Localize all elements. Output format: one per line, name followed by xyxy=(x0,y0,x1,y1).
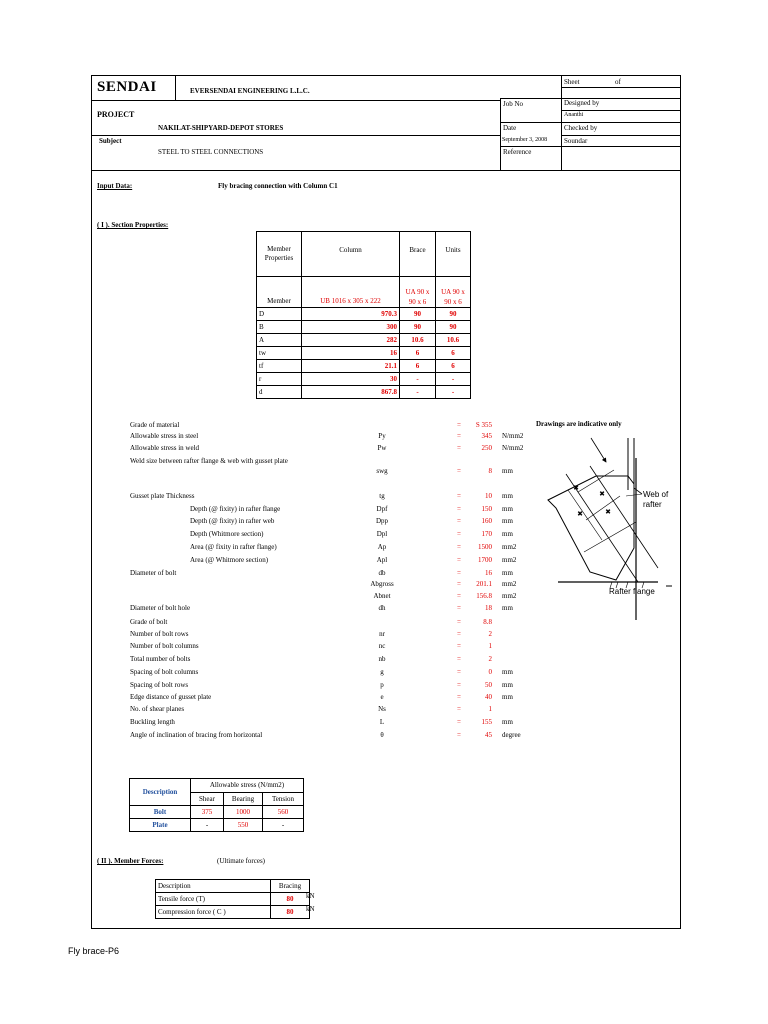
of-label: of xyxy=(615,78,621,86)
column-header: Column xyxy=(302,232,400,277)
param-label: Allowable stress in steel xyxy=(130,432,199,440)
member-forces-heading: ( II ). Member Forces: xyxy=(97,857,164,865)
equals-sign: = xyxy=(457,444,461,452)
param-symbol: Abnet xyxy=(373,592,391,600)
param-label: Weld size between rafter flange & web with gusset plate xyxy=(130,457,288,465)
gusset-drawing xyxy=(538,430,678,620)
equals-sign: = xyxy=(457,718,461,726)
param-symbol: Apl xyxy=(376,556,388,564)
param-unit: mm2 xyxy=(502,556,517,564)
param-label: Total number of bolts xyxy=(130,655,191,663)
designed-by-value: Ananthi xyxy=(564,112,584,118)
prop-units: 90 xyxy=(436,308,471,321)
param-value: 45 xyxy=(485,731,492,739)
prop-name: d xyxy=(257,386,302,399)
prop-units: 10.6 xyxy=(436,334,471,347)
company-logo: SENDAI xyxy=(97,79,157,95)
svg-text:✖: ✖ xyxy=(605,508,611,516)
force-name: Compression force ( C ) xyxy=(156,906,271,919)
param-value: 1 xyxy=(488,642,492,650)
param-symbol: db xyxy=(378,569,386,577)
param-label: Grade of bolt xyxy=(130,618,168,626)
param-unit: mm xyxy=(502,604,513,612)
param-symbol: Dpp xyxy=(375,517,389,525)
force-value: 80 xyxy=(271,893,310,906)
param-unit: mm2 xyxy=(502,580,517,588)
param-symbol: nr xyxy=(379,630,385,638)
param-unit: mm xyxy=(502,530,513,538)
prop-row xyxy=(257,308,471,321)
param-value: 201.1 xyxy=(476,580,492,588)
param-label: Spacing of bolt rows xyxy=(130,681,189,689)
allowable-stress-table xyxy=(129,778,304,832)
force-unit: kN xyxy=(306,905,315,913)
brace-header: Brace xyxy=(400,232,436,277)
prop-row xyxy=(257,386,471,399)
member-forces-table xyxy=(155,879,310,919)
prop-name: B xyxy=(257,321,302,334)
prop-row xyxy=(257,373,471,386)
stress-group-header: Allowable stress (N/mm2) xyxy=(191,779,304,793)
param-symbol: e xyxy=(380,693,384,701)
param-symbol: p xyxy=(380,681,384,689)
prop-brace: 6 xyxy=(400,347,436,360)
prop-col: 21.1 xyxy=(302,360,400,373)
param-value: 1500 xyxy=(478,543,492,551)
member-label: Member xyxy=(257,277,302,308)
param-symbol: swg xyxy=(376,467,388,475)
param-label: Gusset plate Thickness xyxy=(130,492,195,500)
param-symbol: tg xyxy=(379,492,385,500)
param-symbol: dh xyxy=(378,604,386,612)
param-symbol: Pw xyxy=(377,444,387,452)
param-unit: mm xyxy=(502,718,513,726)
equals-sign: = xyxy=(457,630,461,638)
equals-sign: = xyxy=(457,592,461,600)
param-symbol: Dpl xyxy=(376,530,388,538)
param-value: 345 xyxy=(481,432,492,440)
prop-name: r xyxy=(257,373,302,386)
ultimate-forces-note: (Ultimate forces) xyxy=(217,857,266,865)
equals-sign: = xyxy=(457,580,461,588)
units-header: Units xyxy=(436,232,471,277)
designed-by-label: Designed by xyxy=(564,99,600,107)
prop-units: 90 xyxy=(436,321,471,334)
plate-bearing: 550 xyxy=(224,819,263,832)
param-value: 1700 xyxy=(478,556,492,564)
prop-col: 867.8 xyxy=(302,386,400,399)
param-value: 16 xyxy=(485,569,492,577)
equals-sign: = xyxy=(457,556,461,564)
param-label: Depth (@ fixity) in rafter web xyxy=(190,517,275,525)
prop-name: tw xyxy=(257,347,302,360)
tension-header: Tension xyxy=(263,792,304,806)
project-value: NAKILAT-SHIPYARD-DEPOT STORES xyxy=(158,124,284,132)
param-label: Depth (Whitmore section) xyxy=(190,530,264,538)
param-unit: mm xyxy=(502,467,513,475)
input-data-title: Fly bracing connection with Column C1 xyxy=(218,182,338,190)
prop-name: tf xyxy=(257,360,302,373)
company-name: EVERSENDAI ENGINEERING L.L.C. xyxy=(190,87,310,95)
param-value: 150 xyxy=(481,505,492,513)
plate-label: Plate xyxy=(130,819,191,832)
subject-value: STEEL TO STEEL CONNECTIONS xyxy=(158,148,264,156)
param-unit: degree xyxy=(502,731,521,739)
param-value: S 355 xyxy=(475,421,492,429)
param-label: Spacing of bolt columns xyxy=(130,668,199,676)
param-value: 160 xyxy=(481,517,492,525)
param-label: Area (@ fixity in rafter flange) xyxy=(190,543,277,551)
param-label: Area (@ Whitmore section) xyxy=(190,556,269,564)
param-label: Edge distance of gusset plate xyxy=(130,693,212,701)
equals-sign: = xyxy=(457,421,461,429)
param-symbol: nb xyxy=(378,655,386,663)
param-value: 2 xyxy=(488,630,492,638)
param-symbol: g xyxy=(380,668,384,676)
param-symbol: Ap xyxy=(377,543,387,551)
equals-sign: = xyxy=(457,681,461,689)
param-symbol: Abgross xyxy=(370,580,394,588)
bolt-shear: 375 xyxy=(191,806,224,819)
bearing-header: Bearing xyxy=(224,792,263,806)
param-symbol: Dpf xyxy=(376,505,388,513)
equals-sign: = xyxy=(457,543,461,551)
param-value: 170 xyxy=(481,530,492,538)
param-label: Diameter of bolt xyxy=(130,569,177,577)
param-value: 0 xyxy=(488,668,492,676)
param-unit: mm xyxy=(502,569,513,577)
equals-sign: = xyxy=(457,517,461,525)
force-unit: kN xyxy=(306,892,315,900)
force-row xyxy=(156,893,310,906)
prop-row xyxy=(257,321,471,334)
member-column: UB 1016 x 305 x 222 xyxy=(302,277,400,308)
param-value: 18 xyxy=(485,604,492,612)
prop-col: 30 xyxy=(302,373,400,386)
section-properties-table xyxy=(256,231,471,399)
rafter-flange-label: Rafter flange xyxy=(609,587,655,596)
param-unit: N/mm2 xyxy=(502,432,524,440)
param-unit: mm xyxy=(502,492,513,500)
param-value: 40 xyxy=(485,693,492,701)
prop-brace: - xyxy=(400,386,436,399)
param-value: 156.8 xyxy=(476,592,492,600)
prop-brace: 10.6 xyxy=(400,334,436,347)
prop-col: 282 xyxy=(302,334,400,347)
equals-sign: = xyxy=(457,731,461,739)
prop-brace: - xyxy=(400,373,436,386)
bolt-bearing: 1000 xyxy=(224,806,263,819)
prop-brace: 90 xyxy=(400,308,436,321)
param-label: Depth (@ fixity) in rafter flange xyxy=(190,505,281,513)
prop-row xyxy=(257,347,471,360)
param-label: Angle of inclination of bracing from horizontal xyxy=(130,731,263,739)
date-value: September 3, 2008 xyxy=(502,137,548,143)
param-value: 10 xyxy=(485,492,492,500)
param-value: 1 xyxy=(488,705,492,713)
equals-sign: = xyxy=(457,693,461,701)
prop-units: 6 xyxy=(436,347,471,360)
shear-header: Shear xyxy=(191,792,224,806)
prop-row xyxy=(257,360,471,373)
equals-sign: = xyxy=(457,604,461,612)
param-label: Buckling length xyxy=(130,718,175,726)
equals-sign: = xyxy=(457,530,461,538)
svg-text:✖: ✖ xyxy=(577,510,583,518)
equals-sign: = xyxy=(457,668,461,676)
param-label: Number of bolt columns xyxy=(130,642,199,650)
stress-desc-header: Description xyxy=(130,779,191,806)
web-of-rafter-label: Web of rafter xyxy=(643,490,669,509)
param-label: Grade of material xyxy=(130,421,180,429)
param-symbol: Ns xyxy=(378,705,386,713)
equals-sign: = xyxy=(457,618,461,626)
param-unit: mm xyxy=(502,681,513,689)
bolt-label: Bolt xyxy=(130,806,191,819)
param-symbol: L xyxy=(379,718,385,726)
equals-sign: = xyxy=(457,505,461,513)
param-unit: N/mm2 xyxy=(502,444,524,452)
param-symbol: θ xyxy=(380,731,384,739)
param-unit: mm xyxy=(502,668,513,676)
reference-label: Reference xyxy=(503,148,532,156)
prop-name: A xyxy=(257,334,302,347)
stress-row xyxy=(130,806,304,819)
equals-sign: = xyxy=(457,492,461,500)
param-label: Number of bolt rows xyxy=(130,630,189,638)
param-value: 2 xyxy=(488,655,492,663)
equals-sign: = xyxy=(457,569,461,577)
param-label: Diameter of bolt hole xyxy=(130,604,191,612)
param-value: 8.8 xyxy=(483,618,492,626)
equals-sign: = xyxy=(457,642,461,650)
prop-col: 970.3 xyxy=(302,308,400,321)
prop-col: 16 xyxy=(302,347,400,360)
force-value: 80 xyxy=(271,906,310,919)
param-value: 155 xyxy=(481,718,492,726)
equals-sign: = xyxy=(457,467,461,475)
param-unit: mm2 xyxy=(502,592,517,600)
plate-shear: - xyxy=(191,819,224,832)
prop-units: 6 xyxy=(436,360,471,373)
param-symbol: Py xyxy=(378,432,386,440)
member-brace: UA 90 x 90 x 6 xyxy=(400,277,436,308)
drawings-note: Drawings are indicative only xyxy=(536,420,622,428)
forces-desc-header: Description xyxy=(156,880,271,893)
checked-by-label: Checked by xyxy=(564,124,598,132)
prop-col: 300 xyxy=(302,321,400,334)
prop-row xyxy=(257,334,471,347)
footer-label: Fly brace-P6 xyxy=(68,946,120,956)
prop-brace: 6 xyxy=(400,360,436,373)
param-symbol: nc xyxy=(378,642,386,650)
plate-tension: - xyxy=(263,819,304,832)
subject-label: Subject xyxy=(99,137,122,145)
prop-units: - xyxy=(436,386,471,399)
prop-units: - xyxy=(436,373,471,386)
param-unit: mm xyxy=(502,517,513,525)
svg-text:✖: ✖ xyxy=(599,490,605,498)
date-label: Date xyxy=(503,124,517,132)
bolt-tension: 560 xyxy=(263,806,304,819)
project-label: PROJECT xyxy=(97,110,135,119)
param-label: Allowable stress in weld xyxy=(130,444,200,452)
param-value: 8 xyxy=(488,467,492,475)
bracing-header: Bracing xyxy=(271,880,310,893)
param-unit: mm xyxy=(502,693,513,701)
member-props-header: Member Properties xyxy=(257,232,302,277)
stress-row xyxy=(130,819,304,832)
input-data-label: Input Data: xyxy=(97,182,133,190)
prop-name: D xyxy=(257,308,302,321)
equals-sign: = xyxy=(457,432,461,440)
force-row xyxy=(156,906,310,919)
checked-by-value: Soundar xyxy=(564,137,588,145)
param-value: 50 xyxy=(485,681,492,689)
equals-sign: = xyxy=(457,655,461,663)
sheet-label: Sheet xyxy=(564,78,580,86)
param-value: 250 xyxy=(481,444,492,452)
param-unit: mm2 xyxy=(502,543,517,551)
section-properties-heading: ( I ). Section Properties: xyxy=(97,221,169,229)
job-no-label: Job No xyxy=(503,100,524,108)
svg-text:✖: ✖ xyxy=(573,484,579,492)
equals-sign: = xyxy=(457,705,461,713)
param-unit: mm xyxy=(502,505,513,513)
force-name: Tensile force (T) xyxy=(156,893,271,906)
prop-brace: 90 xyxy=(400,321,436,334)
member-units: UA 90 x 90 x 6 xyxy=(436,277,471,308)
param-label: No. of shear planes xyxy=(130,705,185,713)
